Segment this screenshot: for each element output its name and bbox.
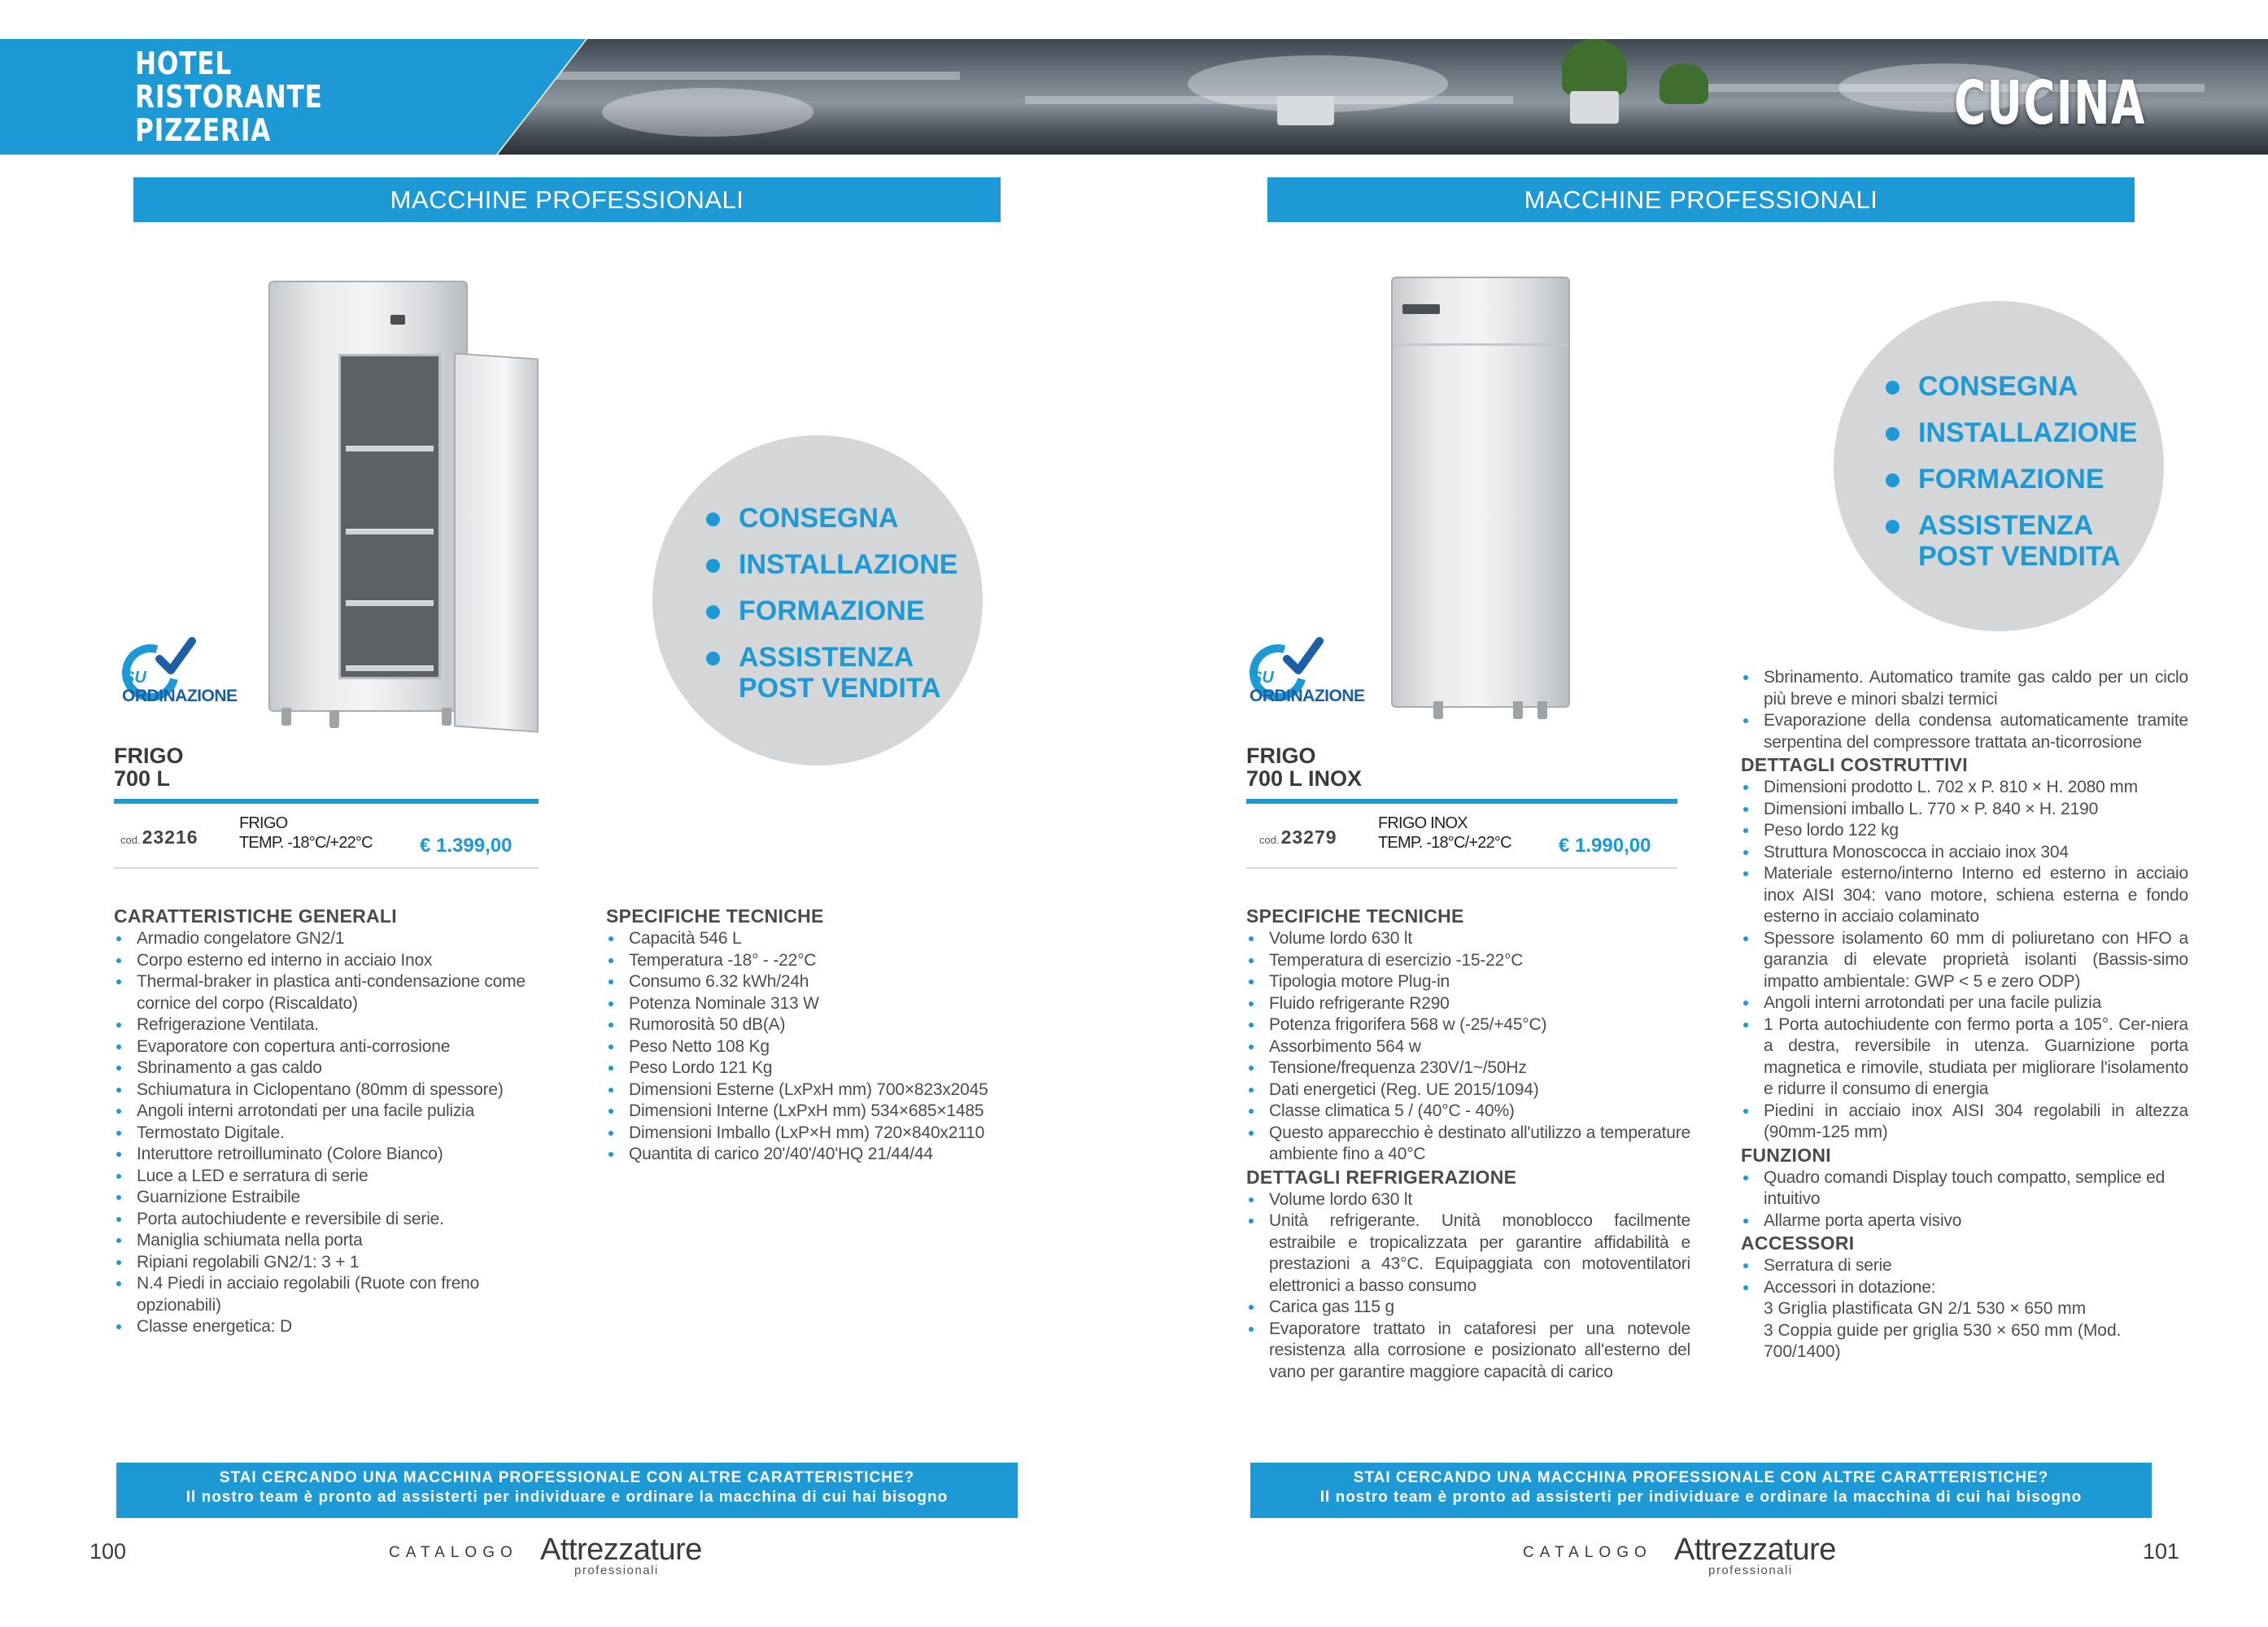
bullet-icon (1249, 1109, 1254, 1114)
bullet-icon (608, 1023, 613, 1027)
list-item: Angoli interni arrotondati per una facile pulizia (114, 1101, 553, 1123)
service-item: CONSEGNA (706, 503, 957, 534)
bullet-icon (1249, 979, 1254, 984)
product-desc-right: FRIGO INOX TEMP. -18°C/+22°C (1378, 814, 1511, 852)
specs-column-right (1246, 905, 1690, 1383)
bullet-icon (1249, 1023, 1254, 1027)
bullet-icon (116, 1066, 121, 1071)
specs-list-right (1246, 928, 1690, 1166)
badge-line-1: SU (1251, 669, 1274, 687)
bullet-icon (706, 652, 720, 665)
bullet-icon (1249, 936, 1254, 941)
list-item: Thermal-braker in plastica anti-condensazione come cornice del corpo (Riscaldato) (114, 971, 553, 1014)
list-item: Evaporatore con copertura anti-corrosione (114, 1036, 553, 1058)
badge-line-2: ORDINAZIONE (1250, 687, 1365, 705)
bullet-icon (1249, 1045, 1254, 1049)
service-item: ASSISTENZA (1886, 510, 2137, 541)
list-item: Peso Lordo 121 Kg (606, 1058, 1045, 1080)
section-title-right: MACCHINE PROFESSIONALI (1267, 177, 2135, 222)
bullet-icon (1743, 675, 1748, 680)
checkmark-icon (1280, 636, 1324, 680)
product-code-right: cod.23279 (1259, 827, 1337, 848)
badge-line-1: SU (124, 669, 146, 687)
product-image-frigo-700-inox (1383, 277, 1578, 732)
list-item: Accessori in dotazione: (1741, 1277, 2188, 1299)
header-title-line-1: HOTEL (135, 46, 233, 81)
bullet-icon (116, 1260, 121, 1265)
category-title: CUCINA (1954, 68, 2146, 138)
list-item: Schiumatura in Ciclopentano (80mm di spessore) (114, 1080, 553, 1101)
su-ordinazione-badge (1248, 636, 1402, 718)
bullet-icon (1743, 828, 1748, 833)
specs-list-left (606, 928, 1045, 1166)
bullet-icon (608, 936, 613, 941)
bullet-icon (116, 1131, 121, 1136)
cta-title-left: STAI CERCANDO UNA MACCHINA PROFESSIONALE CON ALTRE CARATTERISTICHE? (219, 1469, 915, 1486)
bullet-icon (608, 1152, 613, 1157)
bullet-icon (116, 1217, 121, 1222)
bullet-icon (706, 513, 720, 526)
list-item: Dati energetici (Reg. UE 2015/1094) (1246, 1080, 1690, 1101)
bullet-icon (1743, 807, 1748, 812)
product-price-right: € 1.990,00 (1559, 835, 1651, 857)
header-banner (0, 39, 2268, 155)
list-item: Dimensioni imballo L. 770 × P. 840 × H. 2190 (1741, 799, 2188, 821)
defrost-list (1741, 667, 2188, 753)
list-item: Peso lordo 122 kg (1741, 820, 2188, 842)
list-item: Piedini in acciaio inox AISI 304 regolabili in altezza (90mm-125 mm) (1741, 1101, 2188, 1144)
list-item: Refrigerazione Ventilata. (114, 1014, 553, 1036)
bullet-icon (116, 1109, 121, 1114)
list-item: Potenza Nominale 313 W (606, 993, 1045, 1015)
bullet-icon (1249, 1131, 1254, 1136)
bullet-icon (608, 1109, 613, 1114)
list-item: Tensione/frequenza 230V/1~/50Hz (1246, 1058, 1690, 1080)
accessories-heading: ACCESSORI (1741, 1232, 1855, 1254)
bullet-icon (1743, 1285, 1748, 1290)
bullet-icon (116, 1152, 121, 1157)
list-item: Porta autochiudente e reversibile di serie. (114, 1209, 553, 1231)
badge-line-2: ORDINAZIONE (122, 687, 238, 705)
service-item: INSTALLAZIONE (1886, 417, 2137, 448)
accessories-list (1741, 1255, 2188, 1298)
bullet-icon (608, 1066, 613, 1071)
list-item: Luce a LED e serratura di serie (114, 1166, 553, 1188)
list-item: Quadro comandi Display touch compatto, semplice ed intuitivo (1741, 1167, 2188, 1210)
bullet-icon (1249, 1305, 1254, 1310)
specs-heading-right: SPECIFICHE TECNICHE (1246, 905, 1464, 927)
service-item: ASSISTENZA (706, 642, 957, 673)
service-item: FORMAZIONE (706, 595, 957, 626)
list-item: Dimensioni Esterne (LxPxH mm) 700×823x2045 (606, 1080, 1045, 1101)
product-title-right: FRIGO 700 L INOX (1246, 744, 1363, 791)
bullet-icon (116, 1088, 121, 1093)
general-features-heading: CARATTERISTICHE GENERALI (114, 905, 397, 927)
bullet-icon (1249, 1327, 1254, 1332)
list-item: Interuttore retroilluminato (Colore Bianco) (114, 1144, 553, 1166)
list-item: Evaporazione della condensa automaticamente tramite serpentina del compressore trattata an-ticorrosione (1741, 710, 2188, 753)
bullet-icon (608, 1131, 613, 1136)
bullet-icon (608, 958, 613, 963)
list-item: Unità refrigerante. Unità monoblocco facilmente estraibile e tropicalizzata per garantire affidabilità e prestazioni a 43°C. Equipaggiata con motoventilatori elettronici a basso consumo (1246, 1210, 1690, 1297)
cta-banner-right[interactable] (1250, 1463, 2152, 1518)
list-item: Fluido refrigerante R290 (1246, 993, 1690, 1015)
list-item: Angoli interni arrotondati per una facile pulizia (1741, 992, 2188, 1014)
list-item: Capacità 546 L (606, 928, 1045, 950)
bullet-icon (706, 605, 720, 619)
specs-heading-left: SPECIFICHE TECNICHE (606, 905, 824, 927)
list-item: Assorbimento 564 w (1246, 1036, 1690, 1058)
bullet-icon (116, 936, 121, 941)
list-item: Corpo esterno ed interno in acciaio Inox (114, 950, 553, 972)
list-item: 1 Porta autochiudente con fermo porta a 105°. Cer-niera a destra, reversibile in utenza. Guarnizione porta magnetica e rimovile, studiata per migliorare l'isolamento e ridurre il consumo di energia (1741, 1014, 2188, 1101)
section-title-left: MACCHINE PROFESSIONALI (133, 177, 1001, 222)
list-item: Quantita di carico 20'/40'/40'HQ 21/44/44 (606, 1144, 1045, 1166)
list-item: Volume lordo 630 lt (1246, 1189, 1690, 1211)
bullet-icon (1886, 473, 1899, 487)
bullet-icon (1743, 785, 1748, 790)
bullet-icon (1743, 1219, 1748, 1224)
bullet-icon (116, 1174, 121, 1179)
bullet-icon (116, 958, 121, 963)
list-item: Ripiani regolabili GN2/1: 3 + 1 (114, 1252, 553, 1274)
list-item: Termostato Digitale. (114, 1123, 553, 1145)
list-item: Dimensioni Interne (LxPxH mm) 534×685×1485 (606, 1101, 1045, 1123)
checkmark-icon (153, 636, 197, 680)
list-item: Tipologia motore Plug-in (1246, 971, 1690, 993)
bullet-icon (1743, 1001, 1748, 1005)
list-item: Armadio congelatore GN2/1 (114, 928, 553, 950)
service-item: POST VENDITA (739, 673, 941, 704)
list-item: Consumo 6.32 kWh/24h (606, 971, 1045, 993)
bullet-icon (116, 1281, 121, 1286)
bullet-icon (608, 1001, 613, 1006)
bullet-icon (1249, 1088, 1254, 1093)
service-item: CONSEGNA (1886, 371, 2137, 402)
bullet-icon (116, 1324, 121, 1329)
list-item: Materiale esterno/interno Interno ed esterno in acciaio inox AISI 304: vano motore, schiena esterna e fondo esterno in acciaio colaminato (1741, 863, 2188, 928)
list-item: Spessore isolamento 60 mm di poliuretano con HFO a garanzia di elevate proprietà isolanti (Bassis-simo impatto ambientale: GWP < 5 e zero ODP) (1741, 928, 2188, 993)
list-item: Dimensioni prodotto L. 702 x P. 810 × H. 2080 mm (1741, 777, 2188, 799)
list-item: Maniglia schiumata nella porta (114, 1230, 553, 1252)
list-item: Classe climatica 5 / (40°C - 40%) (1246, 1101, 1690, 1123)
bullet-icon (706, 559, 720, 573)
service-list-left (706, 503, 957, 719)
header-title-line-3: PIZZERIA (135, 112, 272, 148)
header-title (135, 47, 323, 147)
details-column-right (1741, 667, 2188, 1363)
bullet-icon (1743, 1023, 1748, 1027)
bullet-icon (1249, 958, 1254, 963)
bullet-icon (1743, 718, 1748, 723)
list-item: Sbrinamento. Automatico tramite gas caldo per un ciclo più breve e minori sbalzi termici (1741, 667, 2188, 710)
bullet-icon (1743, 871, 1748, 876)
cta-subtitle-right: Il nostro team è pronto ad assisterti per individuare e ordinare la macchina di cui hai bisogno (1319, 1489, 2083, 1506)
refrigeration-heading: DETTAGLI REFRIGERAZIONE (1246, 1166, 1517, 1188)
page-number-right: 101 (2143, 1539, 2180, 1564)
bullet-icon (1249, 1001, 1254, 1006)
product-rule-left (114, 799, 539, 804)
functions-heading: FUNZIONI (1741, 1144, 1831, 1166)
header-title-line-2: RISTORANTE (135, 79, 323, 115)
bullet-icon (1743, 1109, 1748, 1114)
list-item: Questo apparecchio è destinato all'utilizzo a temperature ambiente fino a 40°C (1246, 1123, 1690, 1166)
page-number-left: 100 (89, 1539, 127, 1564)
list-item: Serratura di serie (1741, 1255, 2188, 1277)
list-item: Evaporatore trattato in cataforesi per una notevole resistenza alla corrosione e posizionato all'esterno del vano per garantire maggiore capacità di carico (1246, 1319, 1690, 1384)
bullet-icon (608, 1088, 613, 1093)
service-item: INSTALLAZIONE (706, 549, 957, 580)
bullet-icon (116, 979, 121, 984)
list-item: Temperatura di esercizio -15-22°C (1246, 950, 1690, 972)
bullet-icon (116, 1195, 121, 1200)
bullet-icon (1249, 1219, 1254, 1224)
functions-list (1741, 1167, 2188, 1232)
bullet-icon (1743, 850, 1748, 855)
price-rule-right (1246, 867, 1677, 869)
bullet-icon (116, 1023, 121, 1027)
cta-subtitle-left: Il nostro team è pronto ad assisterti per individuare e ordinare la macchina di cui hai bisogno (185, 1489, 949, 1506)
list-item: Struttura Monoscocca in acciaio inox 304 (1741, 842, 2188, 864)
bullet-icon (1249, 1066, 1254, 1071)
list-item: Carica gas 115 g (1246, 1297, 1690, 1319)
su-ordinazione-badge (120, 636, 275, 718)
construction-list (1741, 777, 2188, 1144)
general-features-list (114, 928, 553, 1338)
accessory-line: 3 Griglia plastificata GN 2/1 530 × 650 mm (1764, 1299, 2087, 1318)
list-item: Dimensioni Imballo (LxP×H mm) 720×840x2110 (606, 1123, 1045, 1145)
list-item: Volume lordo 630 lt (1246, 928, 1690, 950)
bullet-icon (1743, 936, 1748, 941)
bullet-icon (608, 979, 613, 984)
list-item: Classe energetica: D (114, 1316, 553, 1338)
bullet-icon (1886, 427, 1899, 441)
bullet-icon (116, 1238, 121, 1243)
bullet-icon (1743, 1176, 1748, 1180)
bullet-icon (116, 1045, 121, 1049)
product-desc-left: FRIGO TEMP. -18°C/+22°C (239, 814, 373, 852)
product-rule-right (1246, 799, 1677, 804)
product-image-frigo-700 (268, 281, 545, 736)
accessory-line: 3 Coppia guide per griglia 530 × 650 mm (Mod. 700/1400) (1764, 1320, 2122, 1361)
list-item: Peso Netto 108 Kg (606, 1036, 1045, 1058)
list-item: Temperatura -18° - -22°C (606, 950, 1045, 972)
accessories-included (1741, 1298, 2188, 1363)
general-features-column (114, 905, 553, 1338)
price-rule-left (114, 867, 539, 869)
cta-title-right: STAI CERCANDO UNA MACCHINA PROFESSIONALE CON ALTRE CARATTERISTICHE? (1353, 1469, 2049, 1486)
product-code-left: cod.23216 (120, 827, 198, 848)
bullet-icon (1886, 381, 1899, 395)
list-item: N.4 Piedi in acciaio regolabili (Ruote con freno opzionabili) (114, 1273, 553, 1316)
list-item: Potenza frigorifera 568 w (-25/+45°C) (1246, 1014, 1690, 1036)
service-item: FORMAZIONE (1886, 464, 2137, 495)
construction-heading: DETTAGLI COSTRUTTIVI (1741, 754, 1969, 775)
list-item: Sbrinamento a gas caldo (114, 1058, 553, 1080)
product-price-left: € 1.399,00 (420, 835, 512, 857)
bullet-icon (1249, 1197, 1254, 1202)
service-item: POST VENDITA (1918, 541, 2121, 572)
list-item: Guarnizione Estraibile (114, 1187, 553, 1209)
specs-column-left (606, 905, 1045, 1166)
bullet-icon (1886, 520, 1899, 534)
cta-banner-left[interactable] (116, 1463, 1018, 1518)
refrigeration-list (1246, 1189, 1690, 1384)
bullet-icon (1743, 1263, 1748, 1268)
list-item: Allarme porta aperta visivo (1741, 1210, 2188, 1232)
product-title-left: FRIGO 700 L (114, 744, 184, 791)
bullet-icon (608, 1045, 613, 1049)
list-item: Rumorosità 50 dB(A) (606, 1014, 1045, 1036)
service-list-right (1886, 371, 2137, 587)
